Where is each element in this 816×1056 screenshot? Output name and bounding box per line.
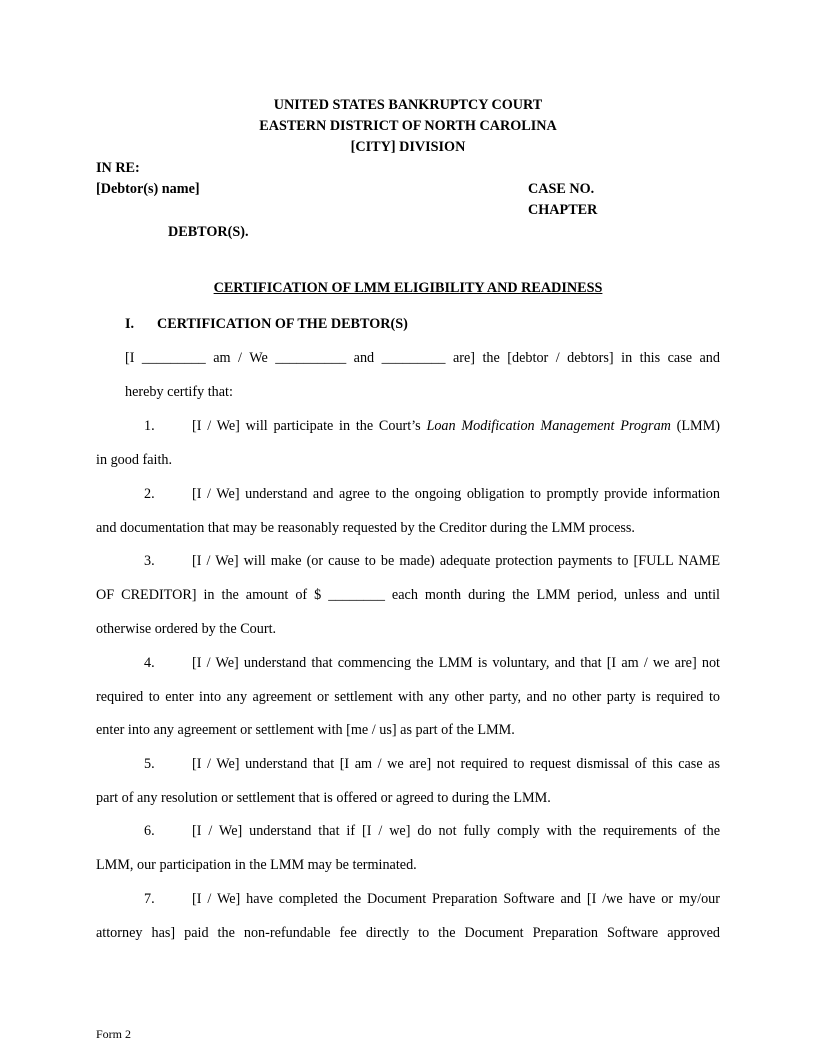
item-number: 3. [144, 553, 155, 569]
item-2-first-line: [I / We] understand and agree to the ongoing obligation to promptly provide information [192, 486, 720, 502]
item-number: 6. [144, 823, 155, 839]
item-7-first-line: [I / We] have completed the Document Preparation Software and [I /we have or my/our [192, 891, 720, 907]
item-number: 2. [144, 486, 155, 502]
intro-line-1: [I _________ am / We __________ and _________ are] the [debtor / debtors] in this case and [125, 350, 720, 366]
item-1-text-after: (LMM) [670, 418, 720, 434]
item-7-line-2: attorney has] paid the non-refundable fee directly to the Document Preparation Software approved [96, 925, 720, 941]
in-re-label: IN RE: [96, 160, 140, 176]
debtor-name: [Debtor(s) name] [96, 181, 200, 197]
item-4-first-line: [I / We] understand that commencing the LMM is voluntary, and that [I am / we are] not [192, 655, 720, 671]
item-number: 4. [144, 655, 155, 671]
item-number: 7. [144, 891, 155, 907]
item-3-line-3: otherwise ordered by the Court. [96, 621, 277, 637]
item-3-first-line: [I / We] will make (or cause to be made) adequate protection payments to [FULL NAME [192, 553, 720, 569]
section-number: I. [125, 316, 135, 332]
district-name: EASTERN DISTRICT OF NORTH CAROLINA [259, 118, 557, 134]
item-number: 5. [144, 756, 155, 772]
document-title: CERTIFICATION OF LMM ELIGIBILITY AND READINESS [213, 280, 603, 296]
case-number-label: CASE NO. [528, 181, 595, 197]
item-5-line-2: part of any resolution or settlement that is offered or agreed to during the LMM. [96, 790, 551, 806]
item-number: 1. [144, 418, 155, 434]
form-footer: Form 2 [96, 1027, 132, 1041]
item-2-line-2: and documentation that may be reasonably requested by the Creditor during the LMM process. [96, 520, 635, 536]
program-name: Loan Modification Management Program [426, 418, 671, 434]
item-4-line-2: required to enter into any agreement or settlement with any other party, and no other party is required to [96, 689, 720, 705]
item-1-line-2: in good faith. [96, 452, 173, 468]
item-6-first-line: [I / We] understand that if [I / we] do not fully comply with the requirements of the [192, 823, 720, 839]
item-4-line-3: enter into any agreement or settlement with [me / us] as part of the LMM. [96, 722, 515, 738]
chapter-label: CHAPTER [528, 202, 598, 218]
intro-line-2: hereby certify that: [125, 384, 233, 400]
division-name: [CITY] DIVISION [350, 139, 466, 155]
item-5-first-line: [I / We] understand that [I am / we are] not required to request dismissal of this case as [192, 756, 720, 772]
debtors-label: DEBTOR(S). [168, 224, 249, 240]
item-1-first-line [192, 418, 720, 435]
item-6-line-2: LMM, our participation in the LMM may be terminated. [96, 857, 417, 873]
court-name: UNITED STATES BANKRUPTCY COURT [273, 97, 543, 113]
item-3-line-2: OF CREDITOR] in the amount of $ ________ each month during the LMM period, unless and until [96, 587, 720, 603]
section-heading: CERTIFICATION OF THE DEBTOR(S) [157, 316, 408, 332]
item-1-text-before: [I / We] will participate in the Court’s [192, 418, 427, 434]
